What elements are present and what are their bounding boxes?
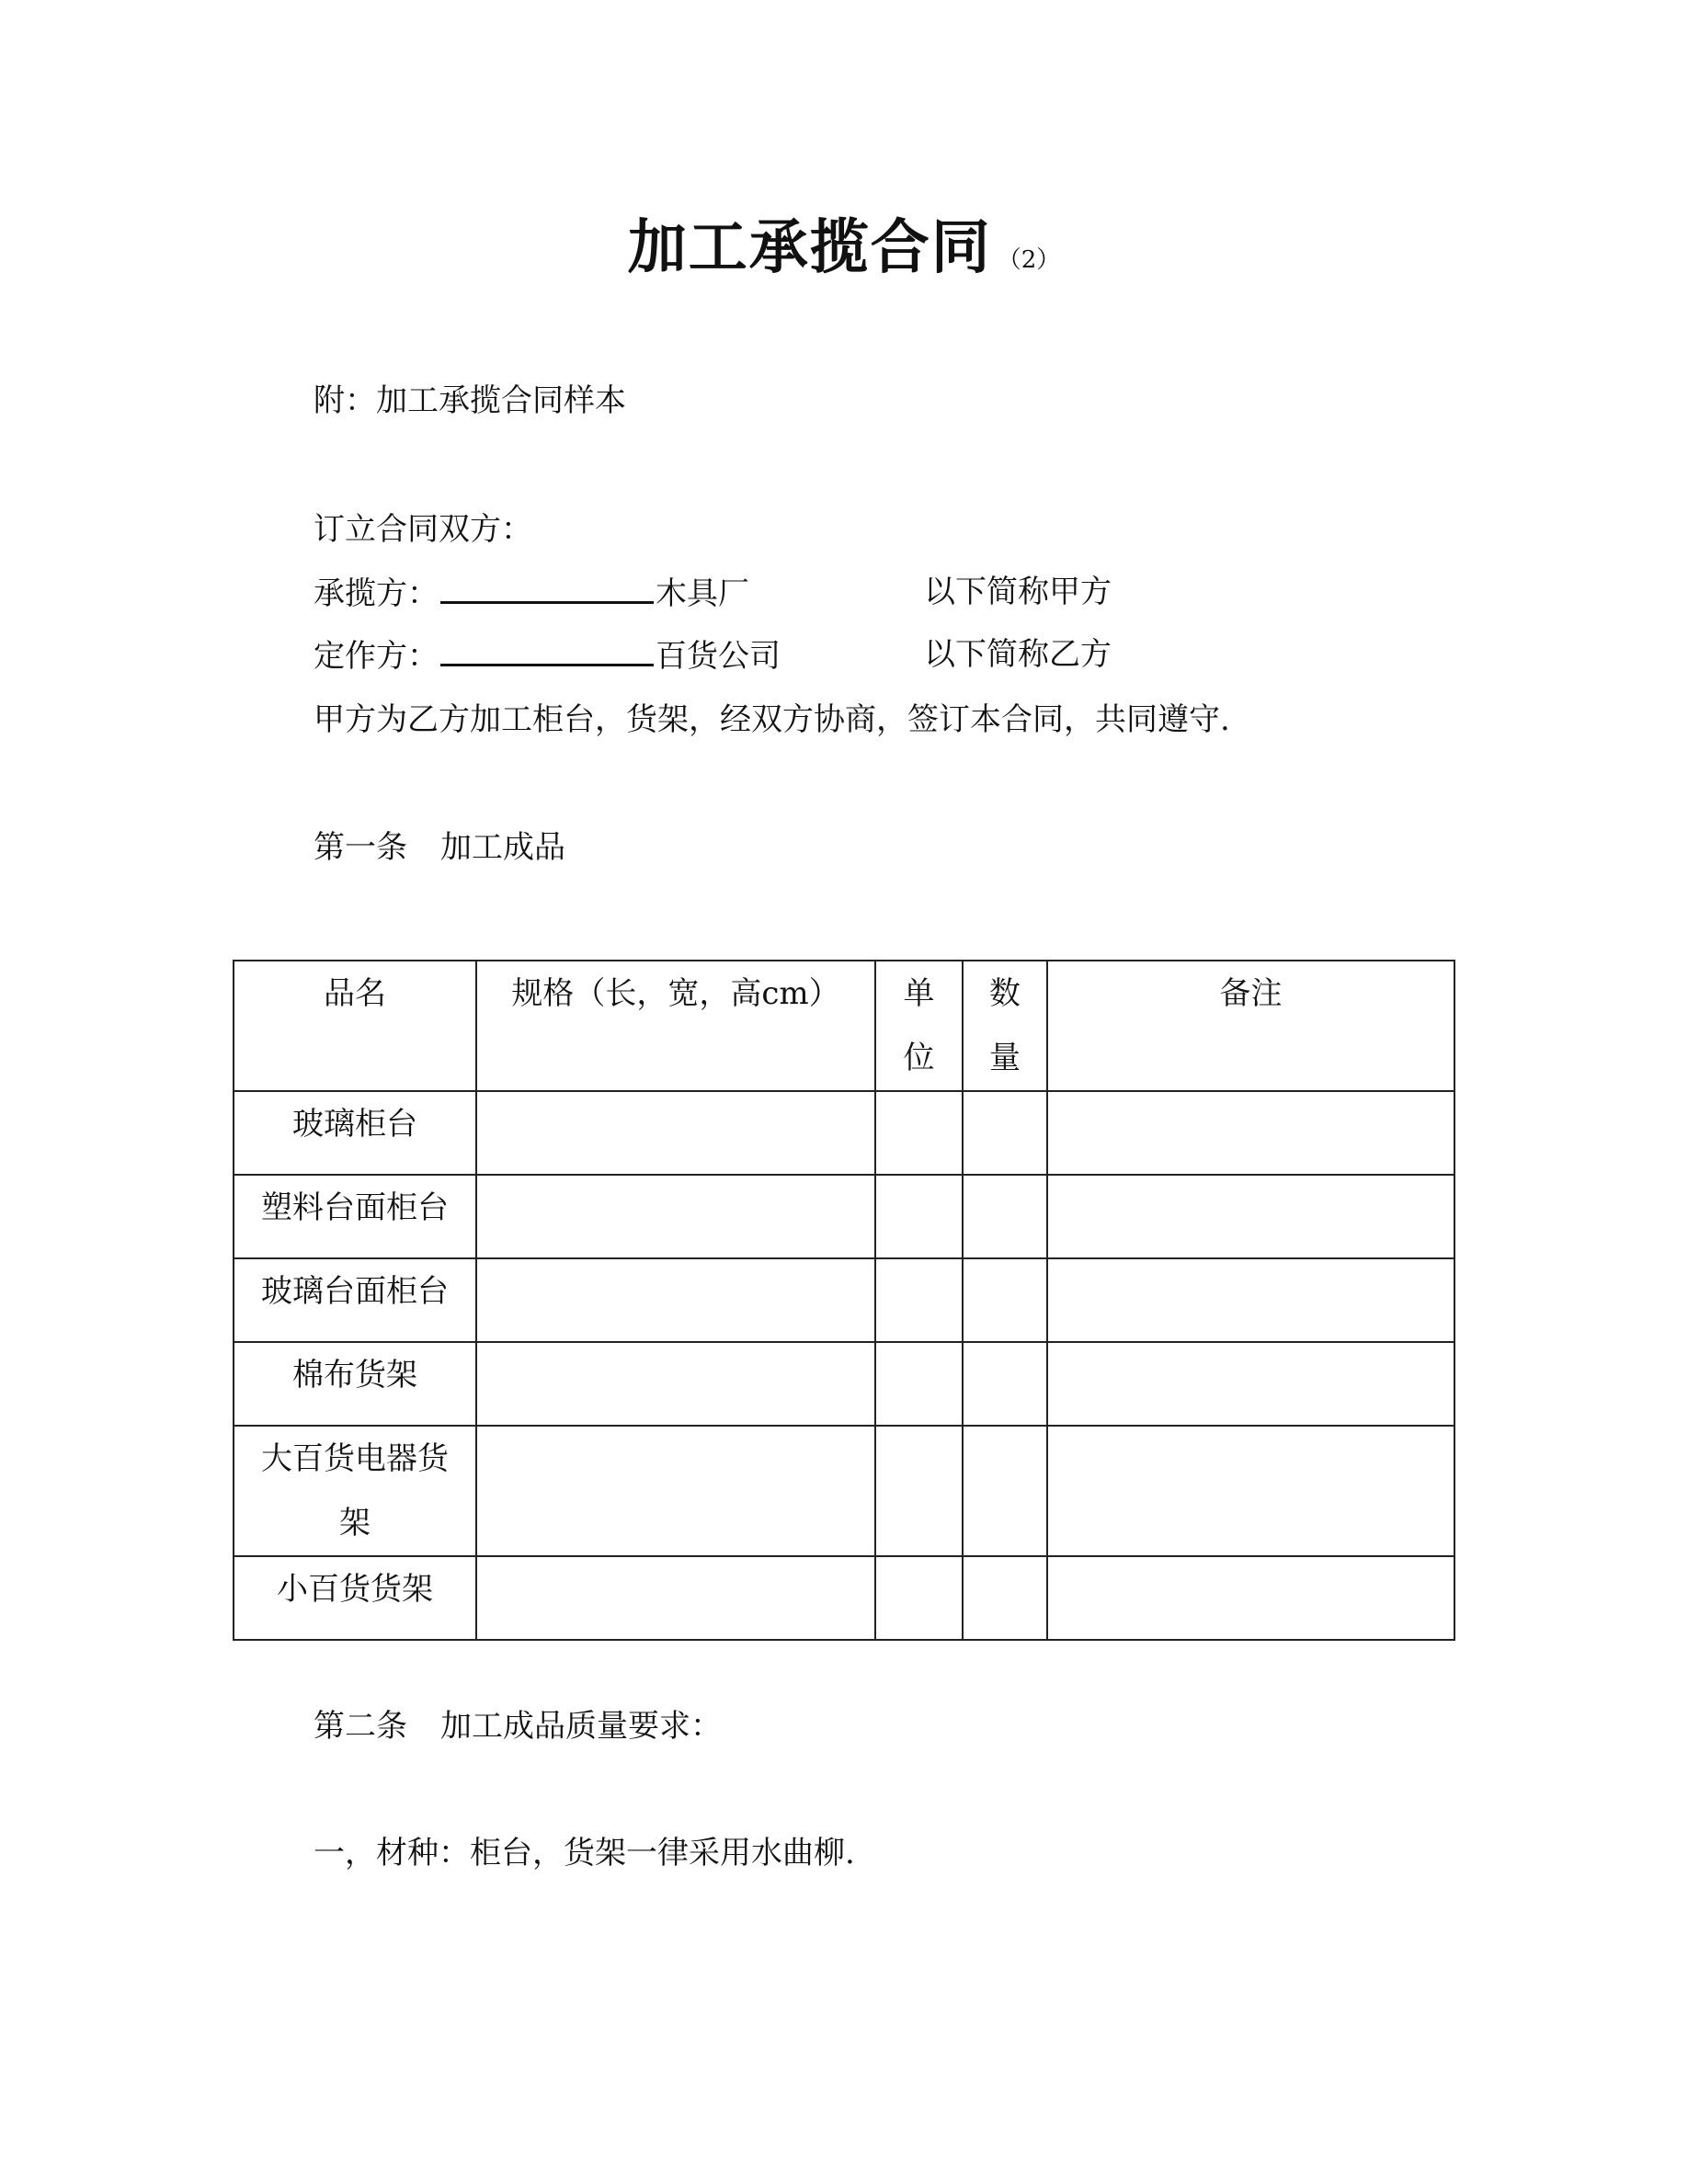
table-row xyxy=(234,1426,1454,1556)
clause-1: 一，材种：柜台，货架一律采用水曲柳. xyxy=(314,1835,855,1871)
cell-note xyxy=(1047,1426,1454,1556)
cell-spec xyxy=(476,1091,875,1175)
party-a-name: 木具厂 xyxy=(656,575,749,612)
header-qty xyxy=(963,961,1047,1091)
header-qty-text: 数量 xyxy=(989,975,1021,1076)
cell-note xyxy=(1047,1091,1454,1175)
article-1-number: 第一条 xyxy=(314,829,407,866)
party-a-blank xyxy=(440,574,654,604)
party-b-name: 百货公司 xyxy=(656,638,781,675)
cell-qty xyxy=(963,1426,1047,1556)
table-row xyxy=(234,1342,1454,1426)
cell-note xyxy=(1047,1258,1454,1342)
party-b-label: 定作方： xyxy=(314,638,439,675)
header-unit-text: 单位 xyxy=(903,975,935,1076)
cell-qty xyxy=(963,1175,1047,1258)
cell-name: 塑料台面柜台 xyxy=(234,1175,476,1258)
cell-qty xyxy=(963,1091,1047,1175)
article-2-heading xyxy=(314,1708,722,1745)
party-a-line xyxy=(314,574,749,612)
cell-note xyxy=(1047,1342,1454,1426)
table-row xyxy=(234,1175,1454,1258)
title-main: 加工承揽合同 xyxy=(627,213,992,282)
attachment-line: 附：加工承揽合同样本 xyxy=(314,382,626,419)
party-a-label: 承揽方： xyxy=(314,575,439,612)
cell-unit xyxy=(875,1258,963,1342)
cell-name xyxy=(234,1426,476,1556)
article-2-title: 加工成品质量要求： xyxy=(440,1708,722,1745)
cell-name: 棉布货架 xyxy=(234,1342,476,1426)
cell-note xyxy=(1047,1175,1454,1258)
article-1-heading xyxy=(314,829,565,866)
title-subtitle: （2） xyxy=(997,246,1061,274)
article-1-title: 加工成品 xyxy=(440,829,565,866)
cell-note xyxy=(1047,1556,1454,1640)
party-b-alias: 以下简称乙方 xyxy=(924,636,1112,673)
cell-unit xyxy=(875,1556,963,1640)
party-a-alias: 以下简称甲方 xyxy=(924,574,1112,610)
cell-unit xyxy=(875,1426,963,1556)
cell-name-text: 大百货电器货架 xyxy=(261,1440,449,1541)
party-b-line xyxy=(314,636,781,675)
table-row xyxy=(234,1556,1454,1640)
header-note: 备注 xyxy=(1047,961,1454,1091)
intro-paragraph: 甲方为乙方加工柜台，货架，经双方协商，签订本合同，共同遵守. xyxy=(314,701,1230,738)
cell-spec xyxy=(476,1556,875,1640)
party-b-blank xyxy=(440,636,654,666)
cell-qty xyxy=(963,1342,1047,1426)
table-header-row xyxy=(234,961,1454,1091)
cell-unit xyxy=(875,1091,963,1175)
cell-spec xyxy=(476,1426,875,1556)
cell-spec xyxy=(476,1258,875,1342)
article-2-number: 第二条 xyxy=(314,1708,407,1745)
header-spec: 规格（长，宽，高cm） xyxy=(476,961,875,1091)
cell-spec xyxy=(476,1175,875,1258)
cell-name: 小百货货架 xyxy=(234,1556,476,1640)
cell-spec xyxy=(476,1342,875,1426)
table-row xyxy=(234,1258,1454,1342)
document-title xyxy=(0,200,1688,285)
header-unit xyxy=(875,961,963,1091)
products-table xyxy=(233,960,1455,1641)
table-row xyxy=(234,1091,1454,1175)
cell-unit xyxy=(875,1175,963,1258)
cell-name: 玻璃柜台 xyxy=(234,1091,476,1175)
cell-qty xyxy=(963,1556,1047,1640)
cell-qty xyxy=(963,1258,1047,1342)
header-name: 品名 xyxy=(234,961,476,1091)
cell-unit xyxy=(875,1342,963,1426)
cell-name: 玻璃台面柜台 xyxy=(234,1258,476,1342)
parties-heading: 订立合同双方： xyxy=(314,511,532,548)
